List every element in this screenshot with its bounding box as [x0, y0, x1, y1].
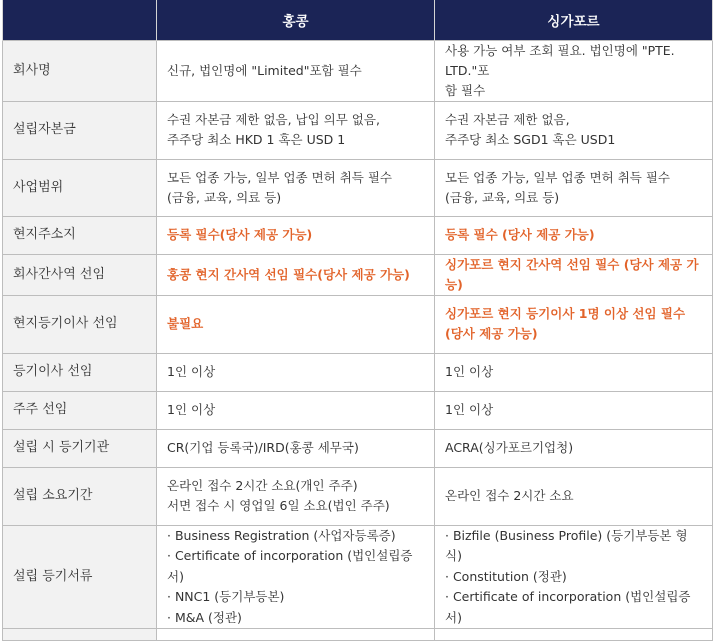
- row-label: 회사간사역 선임: [3, 254, 157, 295]
- cell-singapore: [435, 353, 713, 391]
- cell-text: 수권 자본금 제한 없음,: [445, 112, 570, 127]
- header-blank: [3, 0, 157, 40]
- cell-text: (금융, 교육, 의료 등): [445, 189, 560, 205]
- row-documents: [3, 525, 713, 629]
- cell-text: 함 필수: [445, 82, 486, 98]
- row-label: 사업범위: [3, 159, 157, 216]
- header-singapore: 싱가포르: [435, 0, 713, 40]
- cell-text: 모든 업종 가능, 일부 업종 면허 취득 필수: [167, 169, 392, 185]
- cell-text: 등록 필수 (당사 제공 가능): [445, 227, 595, 242]
- cell-singapore: [435, 216, 713, 254]
- row-shareholder: [3, 391, 713, 429]
- cell-hongkong: [157, 391, 435, 429]
- cell-singapore: [435, 40, 713, 101]
- table-row-partial: [3, 629, 713, 641]
- comparison-table: [2, 0, 713, 641]
- row-secretary: [3, 254, 713, 295]
- cell-text: 신규, 법인명에 "Limited"포함 필수: [167, 62, 362, 78]
- cell-hongkong: [157, 629, 435, 641]
- list-item: · M&A (정관): [167, 609, 242, 625]
- cell-text: 싱가포르 현지 등기이사 1명 이상 선임 필수: [445, 306, 686, 321]
- cell-singapore: [435, 159, 713, 216]
- cell-text: 등록 필수(당사 제공 가능): [167, 227, 313, 242]
- cell-hongkong: [157, 40, 435, 101]
- cell-singapore: [435, 391, 713, 429]
- row-registry: [3, 429, 713, 467]
- row-label: 현지등기이사 선임: [3, 295, 157, 353]
- cell-text: CR(기업 등록국)/IRD(홍콩 세무국): [167, 440, 359, 455]
- list-item: · Business Registration (사업자등록증): [167, 527, 396, 543]
- cell-text: 모든 업종 가능, 일부 업종 면허 취득 필수: [445, 169, 670, 185]
- row-label: 설립 등기서류: [3, 525, 157, 629]
- row-business-scope: [3, 159, 713, 216]
- cell-hongkong: [157, 295, 435, 353]
- list-item: · Constitution (정관): [445, 568, 567, 584]
- row-label: 설립 시 등기기관: [3, 429, 157, 467]
- list-item: · Certificate of incorporation (법인설립증서): [167, 548, 413, 584]
- cell-text: 1인 이상: [445, 364, 494, 379]
- row-label: 등기이사 선임: [3, 353, 157, 391]
- cell-singapore: [435, 254, 713, 295]
- header-row: [3, 0, 713, 40]
- row-label: 현지주소지: [3, 216, 157, 254]
- cell-singapore: [435, 467, 713, 525]
- row-local-address: [3, 216, 713, 254]
- cell-hongkong: [157, 159, 435, 216]
- cell-text: 불필요: [167, 316, 204, 331]
- list-item: · Bizfile (Business Profile) (등기부등본 형식): [445, 527, 688, 563]
- header-hongkong: 홍콩: [157, 0, 435, 40]
- cell-text: 1인 이상: [445, 402, 494, 417]
- cell-hongkong: [157, 101, 435, 159]
- row-duration: [3, 467, 713, 525]
- cell-text: 1인 이상: [167, 402, 216, 417]
- cell-hongkong: [157, 467, 435, 525]
- row-capital: [3, 101, 713, 159]
- row-director: [3, 353, 713, 391]
- cell-text: 서면 접수 시 영업일 6일 소요(법인 주주): [167, 498, 390, 513]
- cell-hongkong: [157, 216, 435, 254]
- row-label: 주주 선임: [3, 391, 157, 429]
- list-item: · NNC1 (등기부등본): [167, 589, 285, 604]
- cell-hongkong: [157, 254, 435, 295]
- cell-text: 사용 가능 여부 조회 필요. 법인명에 "PTE. LTD."포: [445, 42, 675, 78]
- cell-text: 수권 자본금 제한 없음, 납입 의무 없음,: [167, 112, 380, 127]
- list-item: · Certificate of incorporation (법인설립증서): [445, 589, 691, 625]
- cell-hongkong: [157, 429, 435, 467]
- cell-singapore: [435, 629, 713, 641]
- row-label: 설립자본금: [3, 101, 157, 159]
- row-company-name: [3, 40, 713, 101]
- document-list: [445, 526, 702, 629]
- cell-text: 온라인 접수 2시간 소요: [445, 488, 574, 503]
- cell-singapore: [435, 101, 713, 159]
- cell-hongkong: [157, 353, 435, 391]
- row-local-director: [3, 295, 713, 353]
- row-label: [3, 629, 157, 641]
- cell-singapore: [435, 429, 713, 467]
- cell-hongkong: [157, 525, 435, 629]
- cell-text: (당사 제공 가능): [445, 326, 538, 341]
- cell-text: 온라인 접수 2시간 소요(개인 주주): [167, 478, 358, 493]
- cell-text: 홍콩 현지 간사역 선임 필수(당사 제공 가능): [167, 266, 410, 282]
- cell-text: ACRA(싱가포르기업청): [445, 440, 574, 455]
- cell-text: 싱가포르 현지 간사역 선임 필수 (당사 제공 가능): [445, 256, 699, 292]
- document-list: [167, 526, 424, 629]
- cell-singapore: [435, 525, 713, 629]
- cell-text: 주주당 최소 SGD1 혹은 USD1: [445, 132, 616, 147]
- cell-text: 1인 이상: [167, 364, 216, 379]
- cell-singapore: [435, 295, 713, 353]
- cell-text: (금융, 교육, 의료 등): [167, 189, 282, 205]
- row-label: 설립 소요기간: [3, 467, 157, 525]
- cell-text: 주주당 최소 HKD 1 혹은 USD 1: [167, 132, 346, 147]
- row-label: 회사명: [3, 40, 157, 101]
